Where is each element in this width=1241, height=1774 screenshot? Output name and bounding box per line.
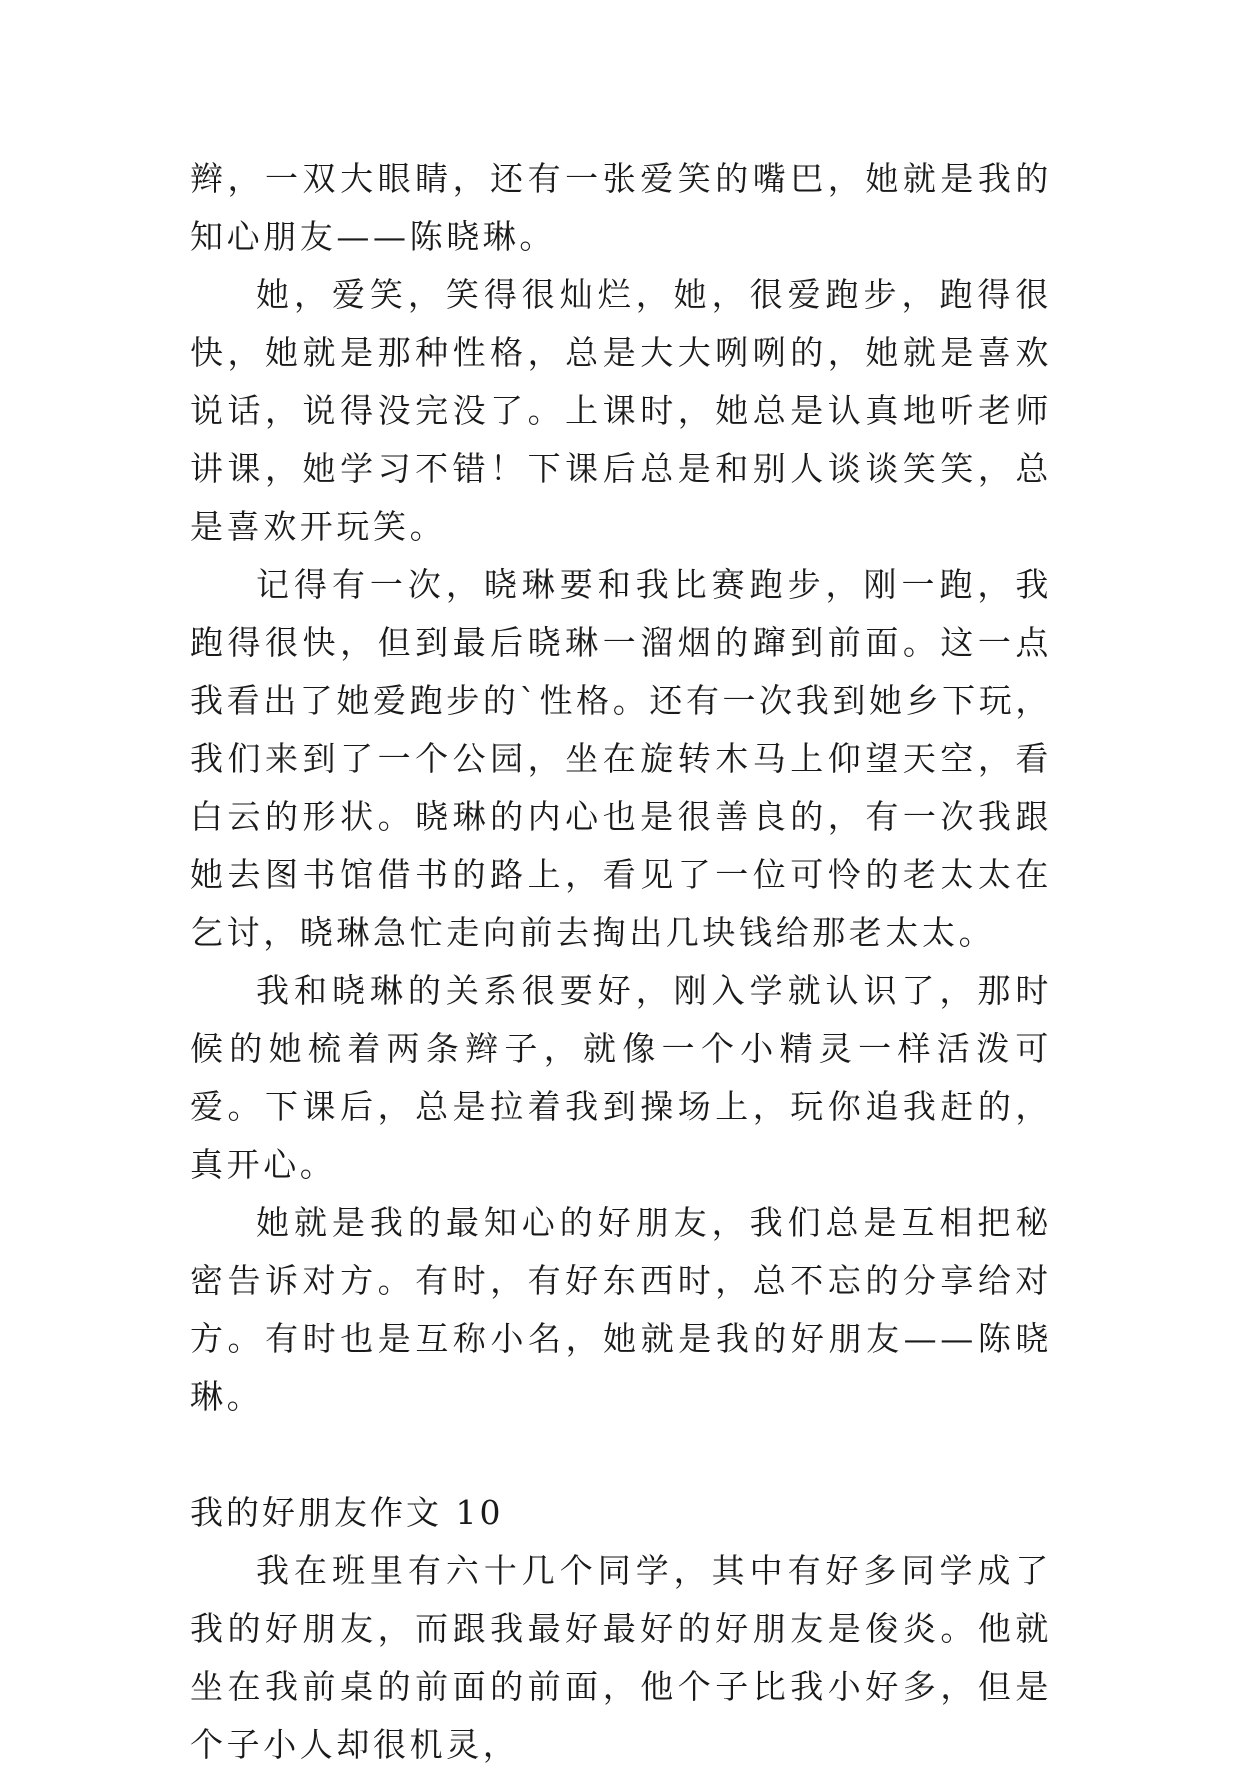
paragraph: 我在班里有六十几个同学，其中有好多同学成了我的好朋友，而跟我最好最好的好朋友是俊炎。他就坐在我前桌的前面的前面，他个子比我小好多，但是个子小人却很机灵， [190,1551,1052,1764]
paragraph-continuation: 辫，一双大眼睛，还有一张爱笑的嘴巴，她就是我的知心朋友——陈晓琳。 [190,159,1052,256]
document-body [190,150,1052,1774]
paragraph: 她，爱笑，笑得很灿烂，她，很爱跑步，跑得很快，她就是那种性格，总是大大咧咧的，她就是喜欢说话，说得没完没了。上课时，她总是认真地听老师讲课，她学习不错！下课后总是和别人谈谈笑笑，总是喜欢开玩笑。 [190,275,1052,546]
paragraph: 我和晓琳的关系很要好，刚入学就认识了，那时候的她梳着两条辫子，就像一个小精灵一样活泼可爱。下课后，总是拉着我到操场上，玩你追我赶的，真开心。 [190,971,1052,1184]
section-heading: 我的好朋友作文 10 [190,1493,504,1532]
paragraph: 她就是我的最知心的好朋友，我们总是互相把秘密告诉对方。有时，有好东西时，总不忘的分享给对方。有时也是互称小名，她就是我的好朋友——陈晓琳。 [190,1203,1052,1416]
paragraph: 记得有一次，晓琳要和我比赛跑步，刚一跑，我跑得很快，但到最后晓琳一溜烟的蹿到前面。这一点我看出了她爱跑步的`性格。还有一次我到她乡下玩，我们来到了一个公园，坐在旋转木马上仰望天空，看白云的形状。晓琳的内心也是很善良的，有一次我跟她去图书馆借书的路上，看见了一位可怜的老太太在乞讨，晓琳急忙走向前去掏出几块钱给那老太太。 [190,565,1052,952]
